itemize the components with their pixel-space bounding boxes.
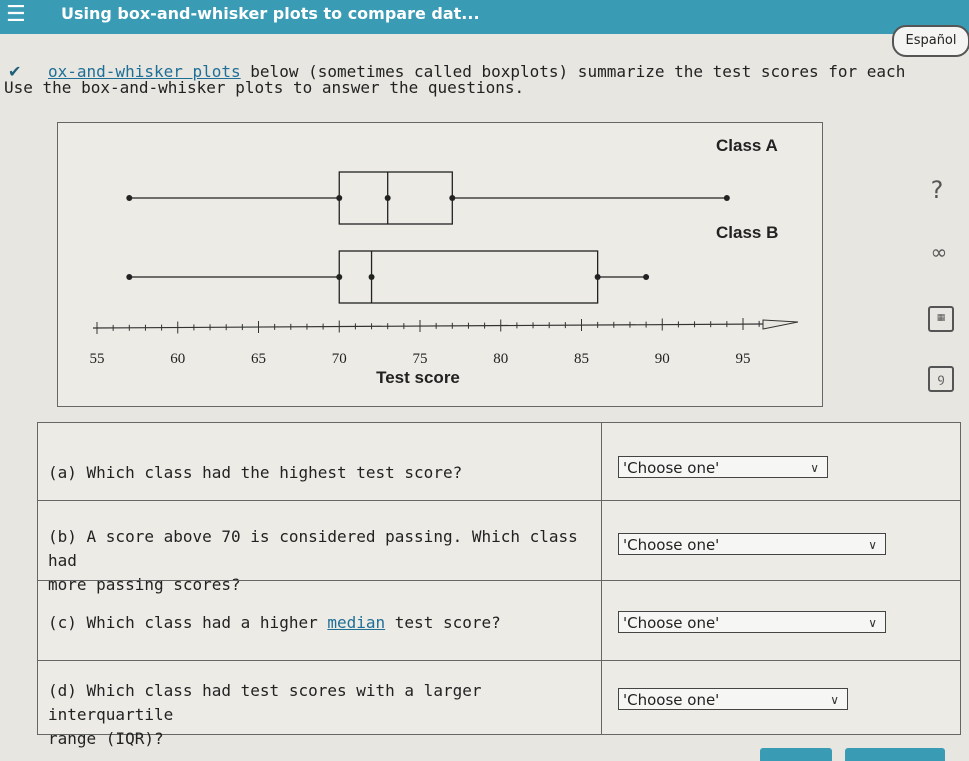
question-a-label: (a) Which class had the highest test score?: [48, 463, 463, 482]
column-divider: [601, 581, 602, 660]
data-point: [336, 274, 342, 280]
column-divider: [601, 661, 602, 735]
x-tick-label: 90: [654, 351, 670, 367]
column-divider: [601, 423, 602, 500]
question-row-d: [38, 660, 960, 748]
column-divider: [601, 501, 602, 580]
question-b-select-value: 'Choose one': [623, 536, 720, 554]
boxplot-panel: [57, 122, 823, 407]
page-title: Using box-and-whisker plots to compare dat...: [61, 4, 480, 23]
x-axis-label: Test score: [376, 368, 460, 387]
question-d-select-value: 'Choose one': [623, 691, 720, 709]
question-b-select[interactable]: [618, 533, 886, 555]
question-c-select-value: 'Choose one': [623, 614, 720, 632]
question-icon[interactable]: ?: [930, 176, 944, 204]
question-c-label: [48, 611, 598, 635]
chevron-down-icon: ∨: [810, 461, 819, 475]
x-tick-label: 95: [735, 351, 751, 367]
data-point: [369, 274, 375, 280]
questions-table: [37, 422, 961, 748]
x-tick-label: 70: [331, 351, 347, 367]
calculator-icon[interactable]: ▦: [928, 306, 954, 332]
question-row-a: [38, 423, 960, 500]
data-point: [126, 274, 132, 280]
x-tick-label: 75: [412, 351, 428, 367]
box-iqr: [339, 172, 452, 224]
x-tick-label: 65: [251, 351, 266, 367]
top-bar: [0, 0, 969, 34]
data-point: [449, 195, 455, 201]
data-point: [595, 274, 601, 280]
boxplot-link[interactable]: ox-and-whisker plots: [48, 62, 241, 81]
x-tick-label: 80: [493, 351, 509, 367]
chevron-down-icon[interactable]: ✔: [8, 62, 22, 81]
intro-line-2: Use the box-and-whisker plots to answer the questions.: [4, 78, 525, 97]
chevron-down-icon: ∨: [830, 693, 839, 707]
chevron-down-icon: ∨: [868, 616, 877, 630]
series-label: Class A: [716, 136, 778, 155]
question-d-select[interactable]: [618, 688, 848, 710]
data-point: [336, 195, 342, 201]
boxplot-chart: [58, 123, 822, 406]
question-b-label: (b) A score above 70 is considered passing. Which class had more passing scores?: [48, 527, 578, 594]
data-point: [126, 195, 132, 201]
box-iqr: [339, 251, 597, 303]
x-tick-label: 55: [89, 351, 105, 367]
axis-arrow: [763, 320, 798, 329]
language-button[interactable]: Español: [892, 25, 969, 57]
action-button[interactable]: [760, 748, 832, 761]
question-row-c: [38, 580, 960, 660]
data-point: [724, 195, 730, 201]
x-tick-label: 85: [574, 351, 589, 367]
action-button[interactable]: [845, 748, 945, 761]
x-tick-label: 60: [170, 351, 186, 367]
question-c-label-post: test score?: [385, 613, 501, 632]
data-point: [385, 195, 391, 201]
series-label: Class B: [716, 223, 779, 242]
question-row-b: [38, 500, 960, 594]
question-a-select-value: 'Choose one': [623, 459, 720, 477]
question-a-select[interactable]: [618, 456, 828, 478]
glasses-icon[interactable]: ∞: [930, 240, 948, 264]
intro-line-1-text: below (sometimes called boxplots) summarize the test scores for each: [240, 62, 906, 81]
question-c-label-pre: (c) Which class had a higher: [48, 613, 328, 632]
data-point: [643, 274, 649, 280]
chevron-down-icon: ∨: [868, 538, 877, 552]
median-link[interactable]: median: [327, 613, 386, 632]
question-c-select[interactable]: [618, 611, 886, 633]
data-icon[interactable]: ꝯ: [928, 366, 954, 392]
question-d-label: (d) Which class had test scores with a larger interquartile range (IQR)?: [48, 681, 482, 748]
hamburger-icon[interactable]: ☰: [6, 2, 26, 27]
